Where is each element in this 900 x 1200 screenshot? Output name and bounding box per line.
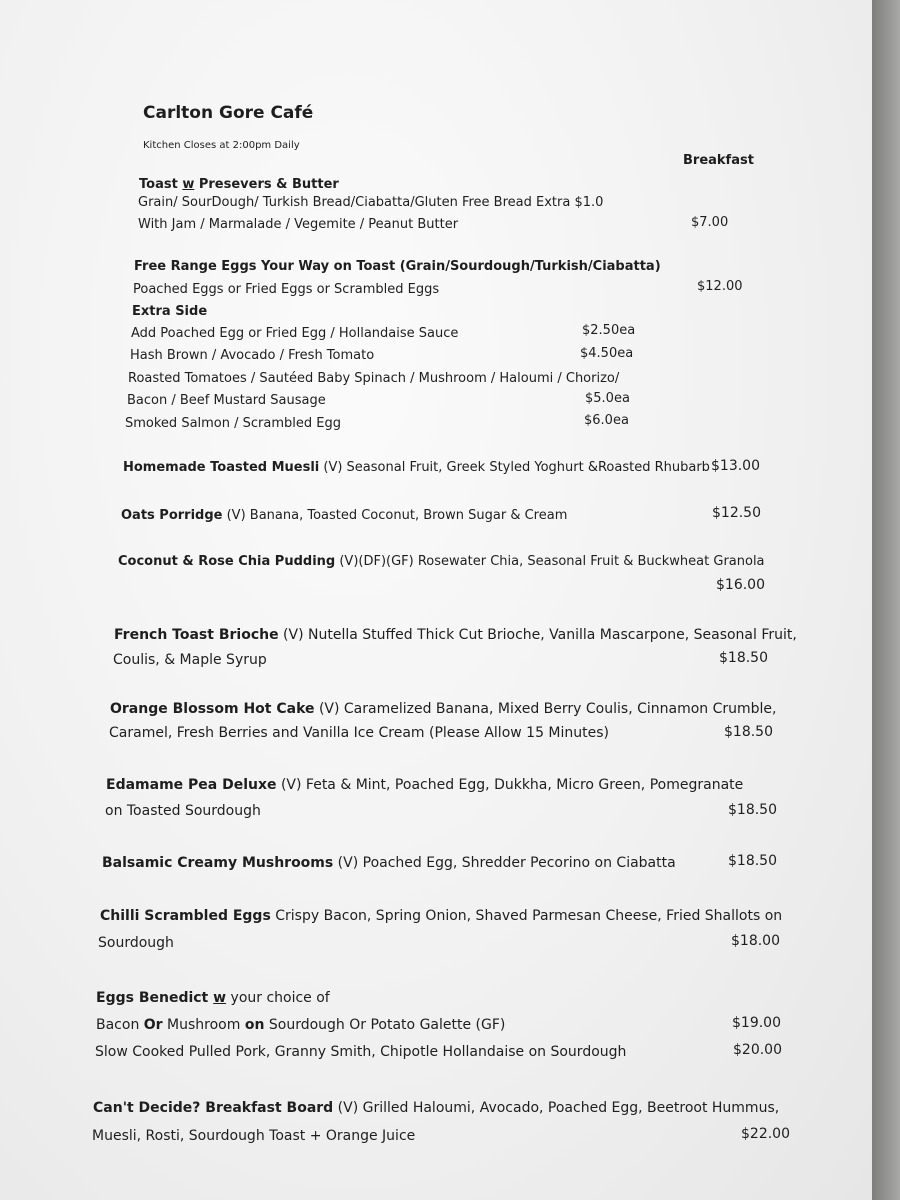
benedict-option-1: Bacon Or Mushroom on Sourdough Or Potato Galette (GF) <box>96 1017 506 1033</box>
menu-item-mushrooms: Balsamic Creamy Mushrooms (V) Poached Egg, Shredder Pecorino on Ciabatta <box>102 855 676 871</box>
extra-side-item: Hash Brown / Avocado / Fresh Tomato <box>130 348 375 363</box>
menu-item-benedict: Eggs Benedict w your choice of <box>96 990 330 1006</box>
extra-side-price: $5.0ea <box>585 391 630 406</box>
page-edge <box>872 0 900 1200</box>
hot-cake-desc: Caramel, Fresh Berries and Vanilla Ice Cream (Please Allow 15 Minutes) <box>109 725 610 741</box>
eggs-name: Free Range Eggs Your Way on Toast (Grain/Sourdough/Turkish/Ciabatta) <box>134 259 661 274</box>
menu-item-chia: Coconut & Rose Chia Pudding (V)(DF)(GF) Rosewater Chia, Seasonal Fruit & Buckwheat Granola <box>118 554 765 569</box>
menu-item-muesli: Homemade Toasted Muesli (V) Seasonal Fruit, Greek Styled Yoghurt &Roasted Rhubarb <box>123 460 710 475</box>
hot-cake-price: $18.50 <box>724 724 773 740</box>
extra-side-price: $6.0ea <box>584 413 629 428</box>
extra-side-item: Add Poached Egg or Fried Egg / Hollandaise Sauce <box>131 326 459 341</box>
board-price: $22.00 <box>741 1126 790 1142</box>
muesli-price: $13.00 <box>711 458 760 474</box>
menu-item-porridge: Oats Porridge (V) Banana, Toasted Coconut, Brown Sugar & Cream <box>121 508 568 523</box>
edamame-desc: on Toasted Sourdough <box>105 803 261 819</box>
porridge-price: $12.50 <box>712 505 761 521</box>
menu-item-board: Can't Decide? Breakfast Board (V) Grilled Haloumi, Avocado, Poached Egg, Beetroot Hummus, <box>93 1100 780 1116</box>
eggs-price: $12.00 <box>697 279 743 294</box>
section-heading: Breakfast <box>683 153 754 168</box>
menu-item-edamame: Edamame Pea Deluxe (V) Feta & Mint, Poached Egg, Dukkha, Micro Green, Pomegranate <box>106 777 744 793</box>
chilli-price: $18.00 <box>731 933 780 949</box>
menu-item-chilli: Chilli Scrambled Eggs Crispy Bacon, Spring Onion, Shaved Parmesan Cheese, Fried Shallots on <box>100 908 783 924</box>
toast-options: Grain/ SourDough/ Turkish Bread/Ciabatta/Gluten Free Bread Extra $1.0 <box>138 195 604 210</box>
extra-side-price: $4.50ea <box>580 346 634 361</box>
mushrooms-price: $18.50 <box>728 853 777 869</box>
menu-item-french-toast: French Toast Brioche (V) Nutella Stuffed Thick Cut Brioche, Vanilla Mascarpone, Seasonal Fruit, <box>114 627 797 643</box>
menu-item-hot-cake: Orange Blossom Hot Cake (V) Caramelized Banana, Mixed Berry Coulis, Cinnamon Crumble, <box>110 701 777 717</box>
extra-side-item: Smoked Salmon / Scrambled Egg <box>125 416 341 431</box>
benedict-price-2: $20.00 <box>733 1042 782 1058</box>
edamame-price: $18.50 <box>728 802 777 818</box>
extra-side-item: Roasted Tomatoes / Sautéed Baby Spinach / Mushroom / Haloumi / Chorizo/ <box>128 371 620 386</box>
cafe-title: Carlton Gore Café <box>143 103 314 123</box>
benedict-option-2: Slow Cooked Pulled Pork, Granny Smith, Chipotle Hollandaise on Sourdough <box>95 1044 627 1060</box>
french-toast-price: $18.50 <box>719 650 768 666</box>
extra-side-item: Bacon / Beef Mustard Sausage <box>127 393 326 408</box>
toast-spreads: With Jam / Marmalade / Vegemite / Peanut Butter <box>138 217 459 232</box>
kitchen-hours: Kitchen Closes at 2:00pm Daily <box>143 140 300 151</box>
chia-price: $16.00 <box>716 577 765 593</box>
benedict-price-1: $19.00 <box>732 1015 781 1031</box>
board-desc: Muesli, Rosti, Sourdough Toast + Orange Juice <box>92 1128 416 1144</box>
extra-side-heading: Extra Side <box>132 304 208 319</box>
toast-price: $7.00 <box>691 215 729 230</box>
chilli-desc: Sourdough <box>98 935 174 951</box>
french-toast-desc: Coulis, & Maple Syrup <box>113 652 267 668</box>
eggs-options: Poached Eggs or Fried Eggs or Scrambled Eggs <box>133 282 440 297</box>
toast-name: Toast w Presevers & Butter <box>139 177 339 192</box>
extra-side-price: $2.50ea <box>582 323 636 338</box>
